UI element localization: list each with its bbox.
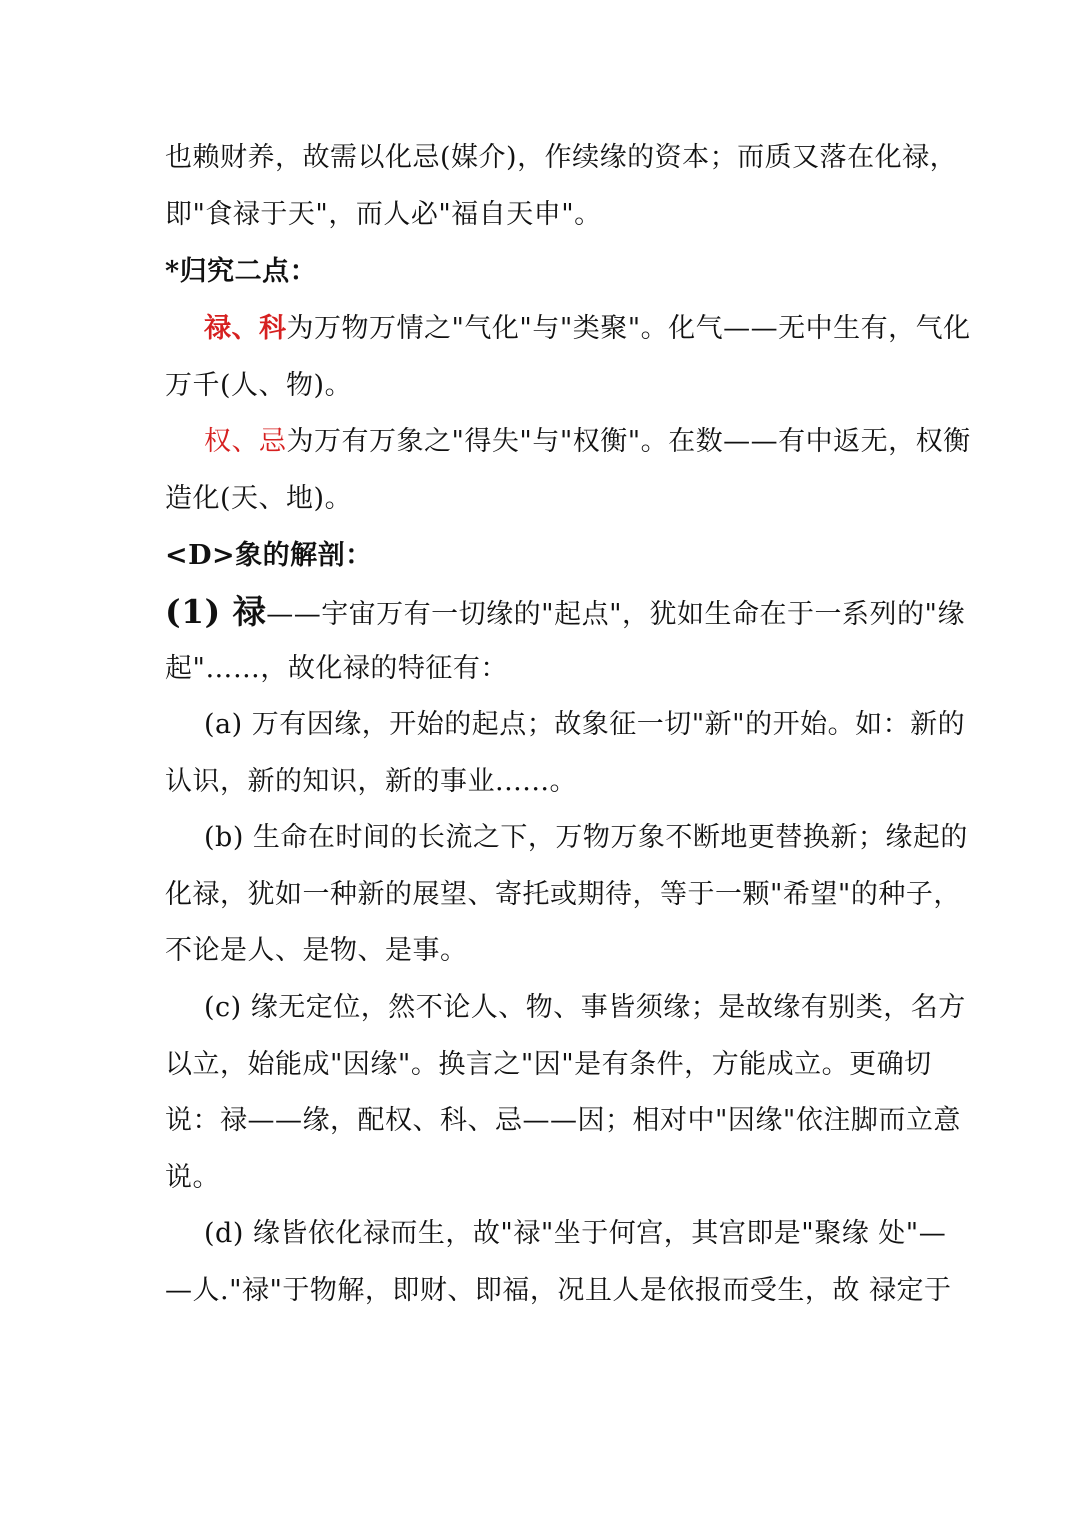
text-span: 为万有万象之"得失"与"权衡"。在数——有中返无，权衡	[286, 426, 971, 457]
text-line: 认识，新的知识，新的事业......。	[165, 766, 577, 797]
text-line: (d) 缘皆依化禄而生，故"禄"坐于何宫，其宫即是"聚缘 处"—	[204, 1218, 947, 1249]
text-line: 化禄，犹如一种新的展望、寄托或期待，等于一颗"希望"的种子，	[165, 879, 961, 910]
text-line: 也赖财养，故需以化忌(媒介)，作续缘的资本；而质又落在化禄，	[165, 142, 958, 173]
text-line: 造化(天、地)。	[165, 483, 353, 514]
highlight-text: 禄、科	[204, 313, 287, 344]
highlight-text: 权、忌	[204, 426, 287, 457]
paragraph-line	[204, 422, 971, 462]
text-line: (a) 万有因缘，开始的起点；故象征一切"新"的开始。如：新的	[204, 709, 966, 740]
text-line: 即"食禄于天"，而人必"福自天申"。	[165, 199, 602, 230]
text-line: —人."禄"于物解，即财、即福，况且人是依报而受生，故 禄定于	[165, 1275, 952, 1306]
text-line: 不论是人、是物、是事。	[165, 935, 468, 966]
section-heading: *归究二点：	[165, 256, 318, 287]
text-line: (c) 缘无定位，然不论人、物、事皆须缘；是故缘有别类，名方	[204, 992, 966, 1023]
text-line: (b) 生命在时间的长流之下，万物万象不断地更替换新；缘起的	[204, 822, 968, 853]
text-span: ——宇宙万有一切缘的"起点"，犹如生命在于一系列的"缘	[266, 599, 965, 630]
text-line: 说：禄——缘，配权、科、忌——因；相对中"因缘"依注脚而立意	[165, 1105, 961, 1136]
text-line: 以立，始能成"因缘"。换言之"因"是有条件，方能成立。更确切	[165, 1049, 932, 1080]
paragraph-line	[204, 309, 971, 349]
item-number: (1) 禄	[165, 592, 267, 631]
section-heading: <D>象的解剖：	[165, 540, 373, 571]
text-line: 起"……，故化禄的特征有：	[165, 653, 508, 684]
text-line: 万千(人、物)。	[165, 370, 353, 401]
text-line: 说。	[165, 1162, 220, 1193]
text-span: 为万物万情之"气化"与"类聚"。化气——无中生有，气化	[286, 313, 971, 344]
item-heading-line	[165, 592, 965, 635]
